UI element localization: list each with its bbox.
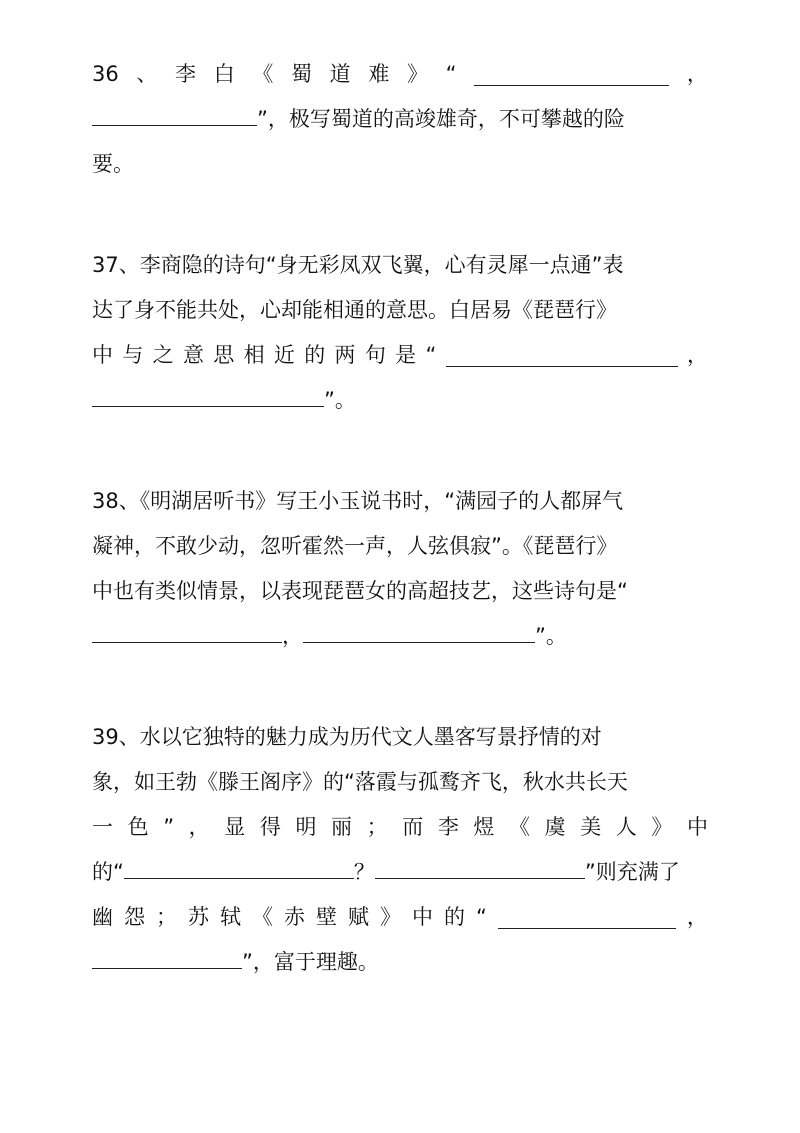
text-char: 蜀 bbox=[291, 62, 313, 86]
text-char: 难 bbox=[368, 62, 390, 86]
text-char: 明 bbox=[295, 815, 317, 839]
text-char: 中 bbox=[686, 815, 708, 839]
text-char: 思 bbox=[213, 343, 235, 367]
text-char: ， bbox=[686, 343, 708, 367]
question-36-line-2 bbox=[92, 97, 708, 142]
text-char: 怨 bbox=[124, 905, 145, 929]
text-segment: 39、水以它独特的魅力成为历代文人墨客写景抒情的对 bbox=[92, 725, 602, 749]
text-segment: 凝神，不敢少动，忽听霍然一声，人弦俱寂”。《琵琶行》 bbox=[92, 534, 618, 558]
text-char: 幽 bbox=[92, 905, 113, 929]
text-char: 一 bbox=[92, 815, 113, 839]
text-char: 人 bbox=[615, 815, 637, 839]
text-char: 丽 bbox=[331, 815, 353, 839]
question-36-line-3 bbox=[92, 142, 708, 187]
text-segment: ”。 bbox=[535, 624, 567, 648]
question-39 bbox=[92, 715, 708, 985]
text-char: 的 bbox=[444, 905, 465, 929]
text-char: “ bbox=[425, 343, 437, 367]
text-char: ； bbox=[156, 905, 177, 929]
text-char: ” bbox=[163, 815, 175, 839]
text-segment: ”则充满了 bbox=[584, 860, 680, 884]
question-37 bbox=[92, 243, 708, 423]
text-segment: 中也有类似情景，以表现琵琶女的高超技艺，这些诗句是“ bbox=[92, 579, 628, 603]
text-char: 《 bbox=[509, 815, 531, 839]
text-segment: 象，如王勃《滕王阁序》的“落霞与孤鹜齐飞，秋水共长天 bbox=[92, 770, 628, 794]
text-char: 中 bbox=[92, 343, 113, 367]
question-38-line-3 bbox=[92, 569, 708, 614]
text-char: 而 bbox=[402, 815, 424, 839]
text-char: ， bbox=[188, 815, 210, 839]
text-char: ， bbox=[686, 62, 708, 86]
question-37-line-3 bbox=[92, 333, 708, 378]
text-char: ， bbox=[282, 624, 303, 648]
text-segment: 要。 bbox=[92, 152, 134, 176]
text-char: 煜 bbox=[473, 815, 495, 839]
question-38 bbox=[92, 479, 708, 659]
text-char: “ bbox=[476, 905, 487, 929]
text-char: 与 bbox=[122, 343, 144, 367]
text-char: 》 bbox=[651, 815, 673, 839]
document-page bbox=[92, 52, 708, 1041]
text-char: 壁 bbox=[316, 905, 337, 929]
text-char: 两 bbox=[334, 343, 356, 367]
text-char: 道 bbox=[329, 62, 351, 86]
text-char: “ bbox=[445, 62, 457, 86]
question-39-line-6 bbox=[92, 940, 708, 985]
question-37-line-4 bbox=[92, 378, 708, 423]
text-char: 中 bbox=[412, 905, 433, 929]
text-char: 色 bbox=[127, 815, 149, 839]
text-segment: 37、李商隐的诗句“身无彩凤双飞翼，心有灵犀一点通”表 bbox=[92, 253, 624, 277]
text-char: 》 bbox=[406, 62, 428, 86]
question-38-line-2 bbox=[92, 524, 708, 569]
answer-blank[interactable] bbox=[375, 856, 585, 879]
question-39-line-4 bbox=[92, 850, 708, 895]
text-char: 、 bbox=[136, 62, 158, 86]
text-char: 的 bbox=[304, 343, 326, 367]
answer-blank[interactable] bbox=[92, 384, 324, 407]
question-36-line-1 bbox=[92, 52, 708, 97]
text-segment: ”。 bbox=[324, 388, 356, 412]
text-char: ？ bbox=[353, 860, 375, 884]
text-char: 白 bbox=[213, 62, 235, 86]
text-char: 得 bbox=[259, 815, 281, 839]
answer-blank[interactable] bbox=[303, 620, 535, 643]
text-char: 句 bbox=[364, 343, 386, 367]
answer-blank[interactable] bbox=[124, 856, 354, 879]
question-39-line-2 bbox=[92, 760, 708, 805]
text-char: 《 bbox=[252, 62, 274, 86]
text-char: 虞 bbox=[544, 815, 566, 839]
question-39-line-1 bbox=[92, 715, 708, 760]
answer-blank[interactable] bbox=[92, 620, 282, 643]
question-39-line-3 bbox=[92, 805, 708, 850]
text-char: 意 bbox=[182, 343, 204, 367]
text-char: ， bbox=[686, 905, 708, 929]
text-char: 赋 bbox=[348, 905, 369, 929]
answer-blank[interactable] bbox=[498, 906, 676, 929]
text-segment: 达了身不能共处，心却能相通的意思。白居易《琵琶行》 bbox=[92, 298, 617, 322]
text-char: 轼 bbox=[220, 905, 241, 929]
question-38-line-4 bbox=[92, 614, 708, 659]
question-number: 36 bbox=[92, 62, 119, 86]
text-char: 显 bbox=[224, 815, 246, 839]
text-char: 苏 bbox=[188, 905, 209, 929]
text-char: 《 bbox=[252, 905, 273, 929]
question-38-line-1 bbox=[92, 479, 708, 524]
question-37-line-2 bbox=[92, 288, 708, 333]
text-segment: ”，富于理趣。 bbox=[242, 950, 379, 974]
text-char: 李 bbox=[437, 815, 459, 839]
text-char: 近 bbox=[273, 343, 295, 367]
question-37-line-1 bbox=[92, 243, 708, 288]
text-char: 美 bbox=[580, 815, 602, 839]
text-segment: 38、《明湖居听书》写王小玉说书时，“满园子的人都屏气 bbox=[92, 489, 624, 513]
text-char: 相 bbox=[243, 343, 265, 367]
answer-blank[interactable] bbox=[446, 344, 678, 367]
text-char: 之 bbox=[152, 343, 174, 367]
text-segment: 的“ bbox=[92, 860, 124, 884]
question-39-line-5 bbox=[92, 895, 708, 940]
answer-blank[interactable] bbox=[92, 946, 242, 969]
text-char: ； bbox=[366, 815, 388, 839]
text-char: 赤 bbox=[284, 905, 305, 929]
text-char: 》 bbox=[380, 905, 401, 929]
question-36 bbox=[92, 52, 708, 187]
answer-blank[interactable] bbox=[474, 63, 669, 86]
text-char: 是 bbox=[395, 343, 417, 367]
answer-blank[interactable] bbox=[92, 103, 257, 126]
text-char: 李 bbox=[175, 62, 197, 86]
text-segment: ”，极写蜀道的高竣雄奇，不可攀越的险 bbox=[257, 107, 625, 131]
